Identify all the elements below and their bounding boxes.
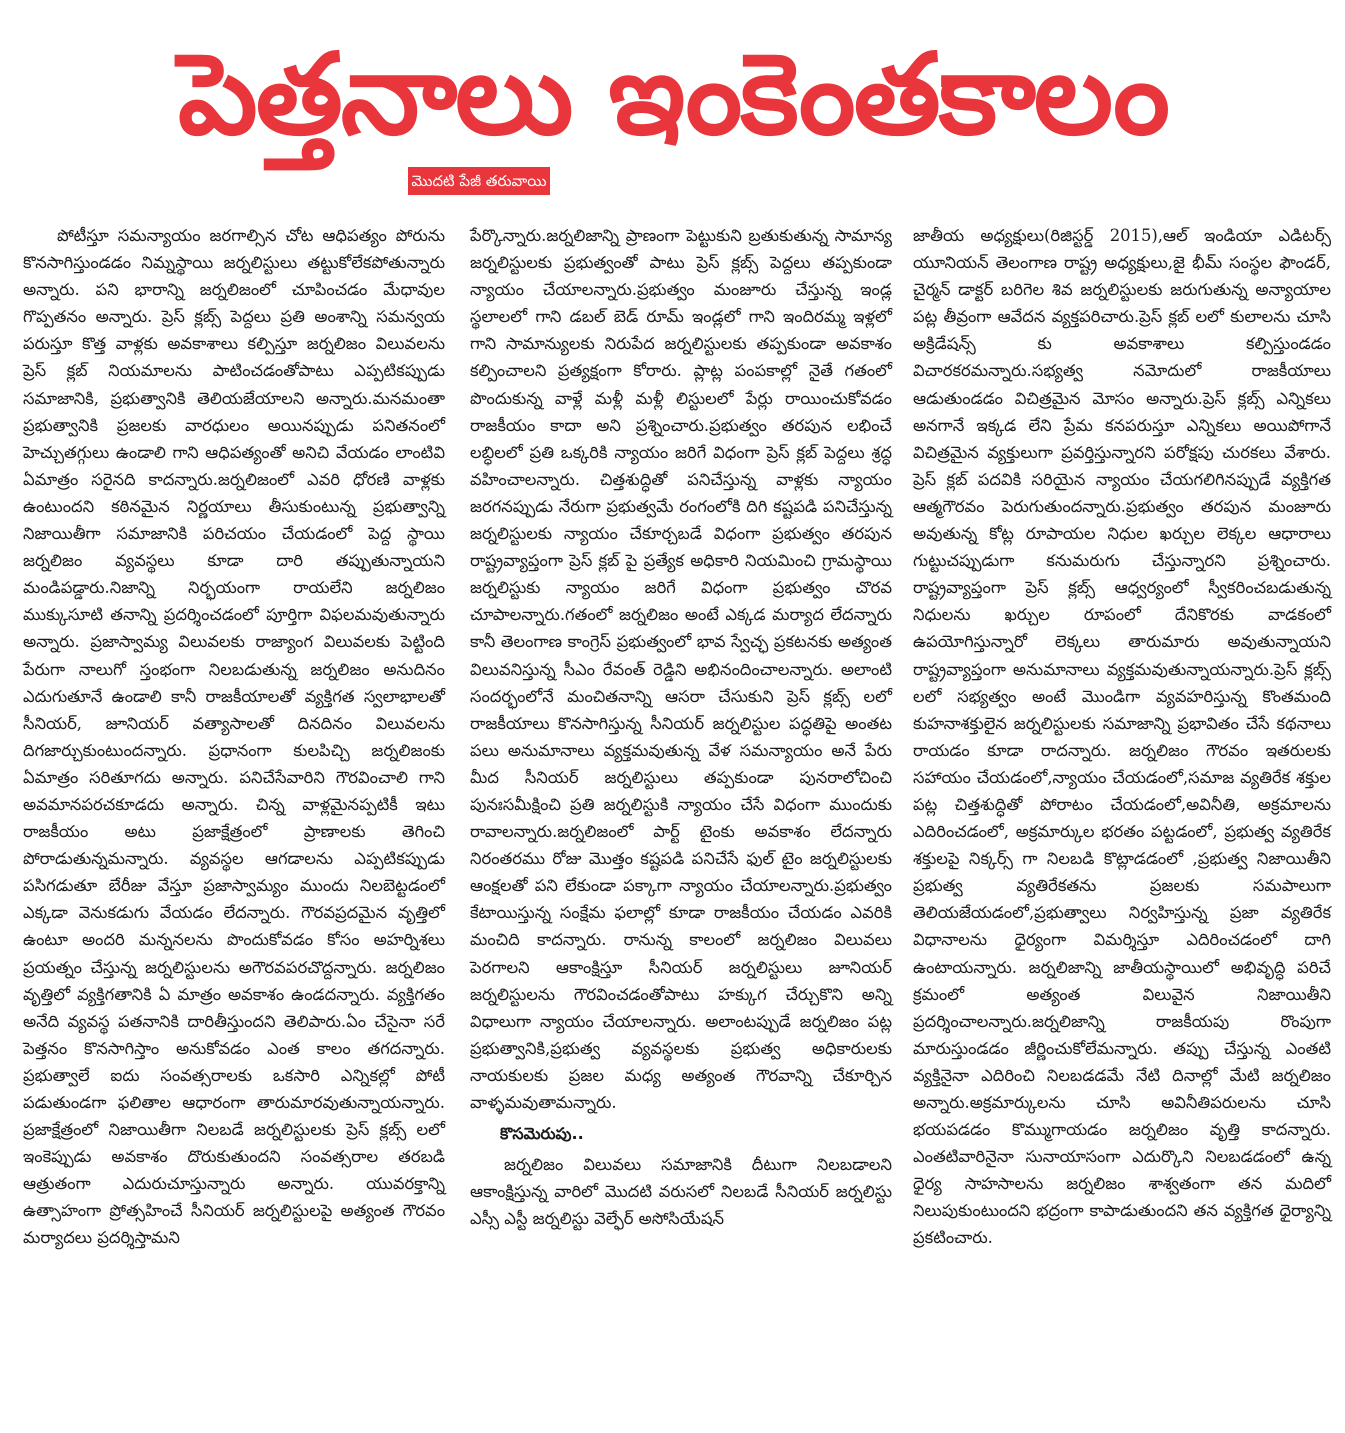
paragraph: జర్నలిజం విలువలు సమాజానికి దీటుగా నిలబడాలని ఆకాంక్షిస్తున్న వారిలో మొదటి వరుసలో నిలబడే సీనియర్ జర్నలిస్టు ఎస్సీ ఎస్టీ జర్నలిస్టు వెల్ఫేర్ అసోసియేషన్ — [470, 1155, 892, 1229]
paragraph: పోటీస్తూ సమన్యాయం జరగాల్సిన చోట ఆధిపత్యం పోరును కొనసాగిస్తుండడం నిమ్నస్థాయి జర్నలిస్టులు తట్టుకోలేకపోతున్నారు అన్నారు. పని భారాన్ని జర్నలిజంలో చూపించడం మేధావుల గొప్పతనం అన్నారు. ప్రెస్ క్లబ్స్ పెద్దలు ప్రతి అంశాన్ని సమన్వయ పరుస్తూ కొత్త వాళ్లకు అవకాశాలు కల్పిస్తూ జర్నలిజం విలువలను ప్రెస్ క్లబ్ నియమాలను పాటించడంతోపాటు ఎప్పటికప్పుడు సమాజానికి, ప్రభుత్వానికి తెలియజేయాలని అన్నారు.మనమంతా ప్రభుత్వానికి ప్రజలకు వారధులం అయినప్పుడు పనితనంలో హెచ్చుతగ్గులు ఉండాలి గాని ఆధిపత్యంతో అనిచి వేయడం లాంటివి ఏమాత్రం సరైనది కాదన్నారు.జర్నలిజంలో ఎవరి ధోరణి వాళ్లకు ఉంటుందని కఠినమైన నిర్ణయాలు తీసుకుంటున్న ప్రభుత్వాన్ని నిజాయితీగా సమాజానికి పరిచయం చేయడంలో పెద్ద స్థాయి జర్నలిజం వ్యవస్థలు కూడా దారి తప్పుతున్నాయని మండిపడ్డారు.నిజాన్ని నిర్భయంగా రాయలేని జర్నలిజం ముక్కుసూటి తనాన్ని ప్రదర్శించడంలో పూర్తిగా విఫలమవుతున్నారు అన్నారు. ప్రజాస్వామ్య విలువలకు రాజ్యాంగ విలువలకు పెట్టింది పేరుగా నాలుగో స్తంభంగా నిలబడుతున్న జర్నలిజం అనుదినం ఎదుగుతూనే ఉండాలి కానీ రాజకీయాలతో వ్యక్తిగత స్వలాభాలతో సీనియర్, జూనియర్ వత్యాసాలతో దినదినం విలువలను దిగజార్చుకుంటుందన్నారు. ప్రధానంగా కులపిచ్చి జర్నలిజంకు ఏమాత్రం సరితూగదు అన్నారు. పనిచేసేవారిని గౌరవించాలి గాని అవమానపరచకూడదు అన్నారు. చిన్న వాళ్లమైనప్పటికీ ఇటు రాజకీయం అటు ప్రజాక్షేత్రంలో ప్రాణాలకు తెగించి పోరాడుతున్నమన్నారు. వ్యవస్థల ఆగడాలను ఎప్పటికప్పుడు పసిగడుతూ బేరీజు వేస్తూ ప్రజాస్వామ్యం ముందు నిలబెట్టడంలో ఎక్కడా వెనుకడుగు వేయడం లేదన్నారు. గౌరవప్రదమైన వృత్తిలో ఉంటూ అందరి మన్ననలను పొందుకోవడం కోసం అహర్నిశలు ప్రయత్నం చేస్తున్న జర్నలిస్టులను అగౌరవపరచొద్దన్నారు. జర్నలిజం వృత్తిలో వ్యక్తిగతానికి ఏ మాత్రం అవకాశం ఉండదన్నారు. వ్యక్తిగతం అనేది వ్యవస్థ పతనానికి దారితీస్తుందని తెలిపారు.ఏం చేసైనా సరే పెత్తనం కొనసాగిస్తాం అనుకోవడం ఎంత కాలం తగదన్నారు. ప్రభుత్వాలే ఐదు సంవత్సరాలకు ఒకసారి ఎన్నికల్లో పోటీ పడుతుండగా ఫలితాల ఆధారంగా తారుమారవుతున్నాయన్నారు. ప్రజాక్షేత్రంలో నిజాయితీగా నిలబడే జర్నలిస్టులకు ప్రెస్ క్లబ్స్ లలో ఇంకెప్పుడు అవకాశం దొరుకుతుందని సంవత్సరాల తరబడి ఆత్రుతంగా ఎదురుచూస్తున్నారు అన్నారు. యువరక్తాన్ని ఉత్సాహంగా ప్రోత్సహించే సీనియర్ జర్నలిస్టులపై అత్యంత గౌరవం మర్యాదలు ప్రదర్శిస్తామని — [23, 226, 445, 1248]
paragraph: పేర్కొన్నారు.జర్నలిజాన్ని ప్రాణంగా పెట్టుకుని బ్రతుకుతున్న సామాన్య జర్నలిస్టులకు ప్రభుత్వంతో పాటు ప్రెస్ క్లబ్స్ పెద్దలు తప్పకుండా న్యాయం చేయాలన్నారు.ప్రభుత్వం మంజూరు చేస్తున్న ఇండ్ల స్థలాలలో గాని డబల్ బెడ్ రూమ్ ఇండ్లలో గాని ఇందిరమ్మ ఇళ్లలో గాని సామాన్యులకు నిరుపేద జర్నలిస్టులకు తప్పకుండా అవకాశం కల్పించాలని ప్రత్యక్షంగా కోరారు. ప్లాట్ల పంపకాల్లో నైతే గతంలో పొందుకున్న వాళ్లే మళ్లీ మళ్లీ లిస్టులలో పేర్లు రాయించుకోవడం రాజకీయం కాదా అని ప్రశ్నించారు.ప్రభుత్వం తరపున లభించే లబ్ధిలలో ప్రతి ఒక్కరికి న్యాయం జరిగే విధంగా ప్రెస్ క్లబ్ పెద్దలు శ్రద్ధ వహించాలన్నారు. చిత్తశుద్ధితో పనిచేస్తున్న వాళ్లకు న్యాయం జరగనప్పుడు నేరుగా ప్రభుత్వమే రంగంలోకి దిగి కష్టపడి పనిచేస్తున్న జర్నలిస్టులకు న్యాయం చేకూర్చబడే విధంగా ప్రభుత్వం తరపున రాష్ట్రవ్యాప్తంగా ప్రెస్ క్లబ్ పై ప్రత్యేక అధికారి నియమించి గ్రామస్థాయి జర్నలిస్టుకు న్యాయం జరిగే విధంగా ప్రభుత్వం చొరవ చూపాలన్నారు.గతంలో జర్నలిజం అంటే ఎక్కడ మర్యాద లేదన్నారు కానీ తెలంగాణ కాంగ్రెస్ ప్రభుత్వంలో భావ స్వేచ్ఛ ప్రకటనకు అత్యంత విలువనిస్తున్న సీఎం రేవంత్ రెడ్డిని అభినందించాలన్నారు. అలాంటి సందర్భంలోనే మంచితనాన్ని ఆసరా చేసుకుని ప్రెస్ క్లబ్స్ లలో రాజకీయాలు కొనసాగిస్తున్న సీనియర్ జర్నలిస్టుల పద్ధతిపై అంతట పలు అనుమానాలు వ్యక్తమవుతున్న వేళ సమన్యాయం అనే పేరు మీద సీనియర్ జర్నలిస్టులు తప్పకుండా పునరాలోచించి పునఃసమీక్షించి ప్రతి జర్నలిస్టుకి న్యాయం చేసే విధంగా ముందుకు రావాలన్నారు.జర్నలిజంలో పార్ట్ టైంకు అవకాశం లేదన్నారు నిరంతరము రోజు మొత్తం కష్టపడి పనిచేసే ఫుల్ టైం జర్నలిస్టులకు ఆంక్షలతో పని లేకుండా పక్కాగా న్యాయం చేయాలన్నారు.ప్రభుత్వం కేటాయిస్తున్న సంక్షేమ ఫలాల్లో కూడా రాజకీయం చేయడం ఎవరికి మంచిది కాదన్నారు. రానున్న కాలంలో జర్నలిజం విలువలు పెరగాలని ఆకాంక్షిస్తూ సీనియర్ జర్నలిస్టులు జూనియర్ జర్నలిస్టులను గౌరవించడంతోపాటు హక్కుగ చేర్చుకొని అన్ని విధాలుగా న్యాయం చేయాలన్నారు. అలాంటప్పుడే జర్నలిజం పట్ల ప్రభుత్వానికి,ప్రభుత్వ వ్యవస్థలకు ప్రభుత్వ అధికారులకు నాయకులకు ప్రజల మధ్య అత్యంత గౌరవాన్ని చేకూర్చిన వాళ్ళమవుతామన్నారు. — [470, 226, 892, 1112]
article-column-2 — [470, 222, 892, 1232]
article-column-3 — [913, 222, 1331, 1252]
continued-label: మొదటి పేజీ తరువాయి — [408, 167, 550, 195]
subheading: కొసమెరుపు.. — [500, 1124, 584, 1144]
headline: పెత్తనాలు ఇంకెంతకాలం — [178, 30, 1168, 160]
article-column-1 — [23, 222, 445, 1252]
paragraph: జాతీయ అధ్యక్షులు(రిజిస్టర్డ్ 2015),ఆల్ ఇండియా ఎడిటర్స్ యూనియన్ తెలంగాణ రాష్ట్ర అధ్యక్షులు,జై భీమ్ సంస్థల ఫౌండర్, చైర్మన్ డాక్టర్ బరిగెల శివ జర్నలిస్టులకు జరుగుతున్న అన్యాయాల పట్ల తీవ్రంగా ఆవేదన వ్యక్తపరిచారు.ప్రెస్ క్లబ్ లలో కులాలను చూసి అక్రిడేషన్స్ కు అవకాశాలు కల్పిస్తుండడం విచారకరమన్నారు.సభ్యత్వ నమోదులో రాజకీయాలు ఆడుతుండడం విచిత్రమైన మోసం అన్నారు.ప్రెస్ క్లబ్స్ ఎన్నికలు అనగానే ఇక్కడ లేని ప్రేమ కనపరుస్తూ ఎన్నికలు అయిపోగానే విచిత్రమైన వ్యక్తులుగా ప్రవర్తిస్తున్నారని పరోక్షపు చురకలు వేశారు. ప్రెస్ క్లబ్ పదవికి సరియైన న్యాయం చేయగలిగినప్పుడే వ్యక్తిగత ఆత్మగౌరవం పెరుగుతుందన్నారు.ప్రభుత్వం తరపున మంజూరు అవుతున్న కోట్ల రూపాయల నిధుల ఖర్చుల లెక్కల ఆధారాలు గుట్టుచప్పుడుగా కనుమరుగు చేస్తున్నారని ప్రశ్నించారు. రాష్ట్రవ్యాప్తంగా ప్రెస్ క్లబ్స్ ఆధ్వర్యంలో స్వీకరించబడుతున్న నిధులను ఖర్చుల రూపంలో దేనికొరకు వాడకంలో ఉపయోగిస్తున్నారో లెక్కలు తారుమారు అవుతున్నాయని రాష్ట్రవ్యాప్తంగా అనుమానాలు వ్యక్తమవుతున్నాయన్నారు.ప్రెస్ క్లబ్స్ లలో సభ్యత్వం అంటే మొండిగా వ్యవహరిస్తున్న కొంతమంది కుహనాశక్తులైన జర్నలిస్టులకు సమాజాన్ని ప్రభావితం చేసే కథనాలు రాయడం కూడా రాదన్నారు. జర్నలిజం గౌరవం ఇతరులకు సహాయం చేయడంలో,న్యాయం చేయడంలో,సమాజ వ్యతిరేక శక్తుల పట్ల చిత్తశుద్ధితో పోరాటం చేయడంలో,అవినీతి, అక్రమాలను ఎదిరించడంలో, అక్రమార్కుల భరతం పట్టడంలో, ప్రభుత్వ వ్యతిరేక శక్తులపై నిక్కర్స్ గా నిలబడి కొట్లాడడంలో ,ప్రభుత్వ నిజాయితీని ప్రభుత్వ వ్యతిరేకతను ప్రజలకు సమపాలుగా తెలియజేయడంలో,ప్రభుత్వాలు నిర్వహిస్తున్న ప్రజా వ్యతిరేక విధానాలను ధైర్యంగా విమర్శిస్తూ ఎదిరించడంలో దాగి ఉంటాయన్నారు. జర్నలిజాన్ని జాతీయస్థాయిలో అభివృద్ధి పరిచే క్రమంలో అత్యంత విలువైన నిజాయితీని ప్రదర్శించాలన్నారు.జర్నలిజాన్ని రాజకీయపు రొంపుగా మారుస్తుండడం జీర్ణించుకోలేమన్నారు. తప్పు చేస్తున్న ఎంతటి వ్యక్తినైనా ఎదిరించి నిలబడడమే నేటి దినాల్లో మేటి జర్నలిజం అన్నారు.అక్రమార్కులను చూసి అవినీతిపరులను చూసి భయపడడం కొమ్ముగాయడం జర్నలిజం వృత్తి కాదన్నారు. ఎంతటివారినైనా సునాయాసంగా ఎదుర్కొని నిలబడడంలో ఉన్న ధైర్య సాహసాలను జర్నలిజం శాశ్వతంగా తన మదిలో నిలుపుకుంటుందని భద్రంగా కాపాడుతుందని తన వ్యక్తిగత ధైర్యాన్ని ప్రకటించారు. — [913, 226, 1331, 1248]
